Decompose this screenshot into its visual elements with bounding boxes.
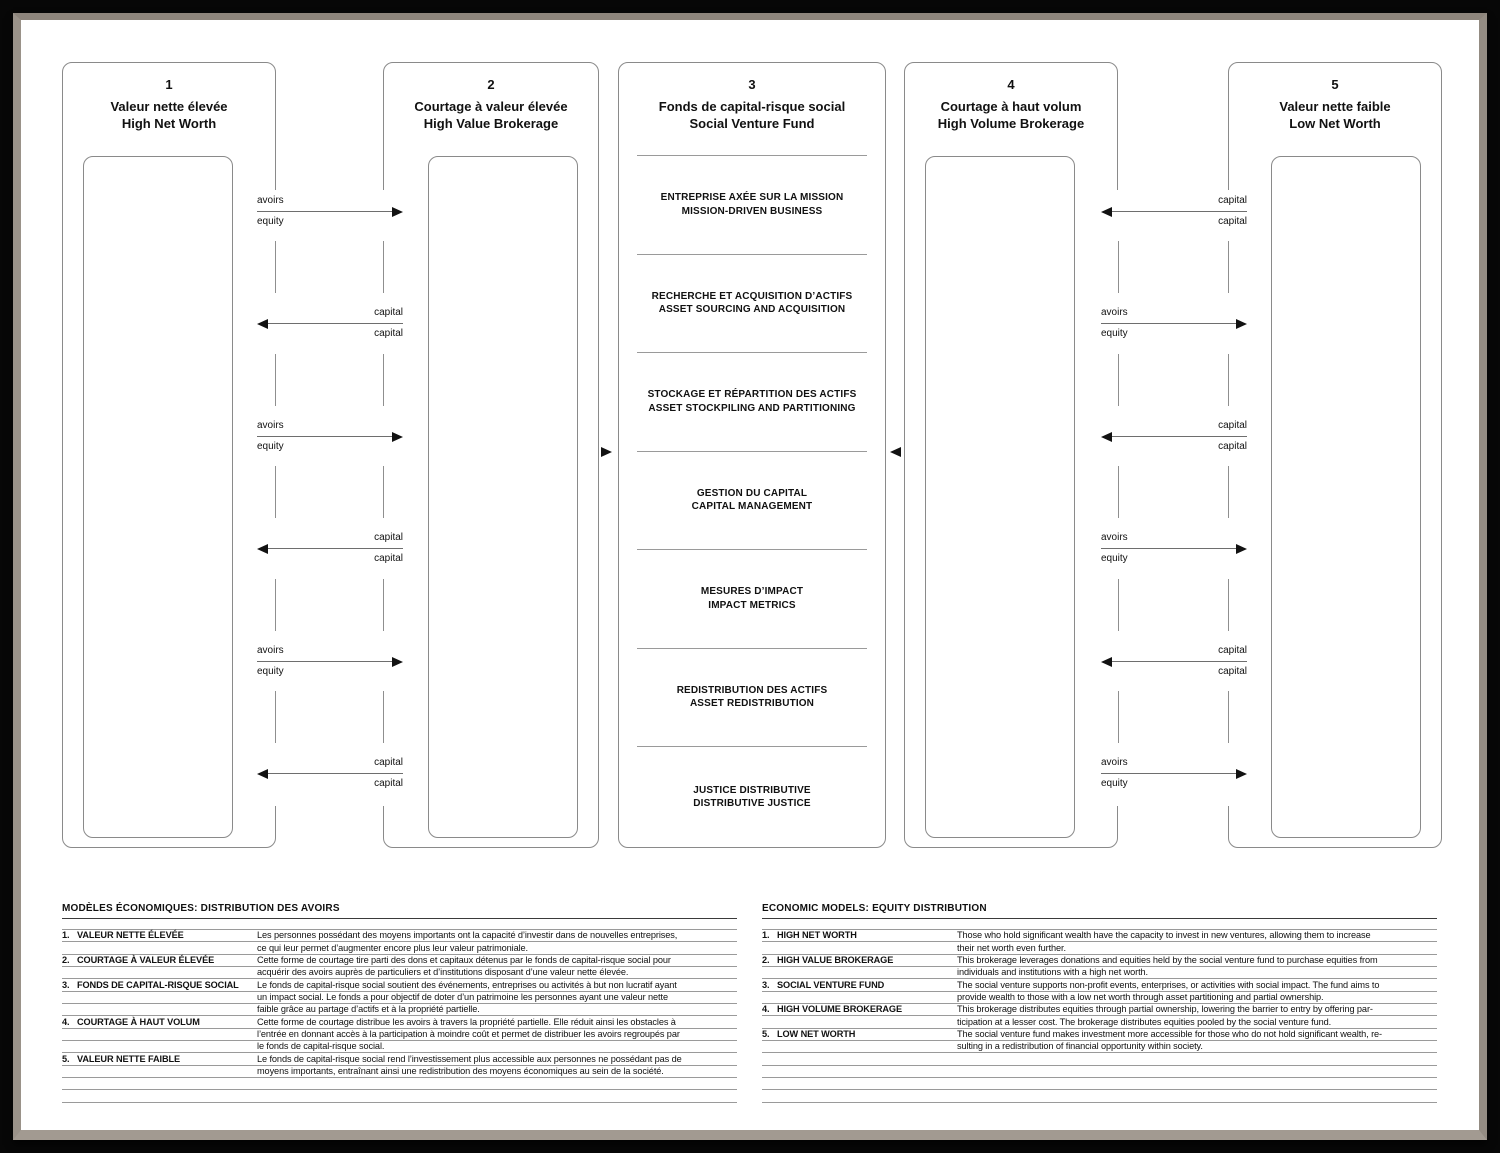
table-line-text: their net worth even further. [957,942,1066,953]
table-line-text: Cette forme de courtage distribue les avoirs à travers la propriété partielle. Elle réduit ainsi les obstacles à [257,1016,676,1027]
fund-section-label-fr: GESTION DU CAPITAL [696,487,808,499]
column-title [1229,99,1441,132]
table-row-number: 3. [762,979,770,990]
fund-section-label-fr: RECHERCHE ET ACQUISITION D’ACTIFS [651,290,853,302]
border-segment [275,241,276,293]
flow-label-bottom: equity [1101,778,1128,789]
column-header [384,63,598,133]
fund-section-label-en: MISSION-DRIVEN BUSINESS [681,205,823,217]
border-segment [1228,691,1229,743]
flow-arrowhead-right-icon [1236,319,1247,329]
fund-section [637,290,867,317]
column-title-en: Low Net Worth [1289,115,1381,131]
holding-box-2 [428,156,578,838]
flow-label-bottom: equity [257,441,284,452]
flow-arrow-shaft [266,773,403,774]
section-divider [637,746,867,747]
holding-box-1 [83,156,233,838]
flow-label-bottom: capital [374,778,403,789]
table-title-en: ECONOMIC MODELS: EQUITY DISTRIBUTION [762,903,987,914]
flow-arrowhead-right-icon [392,207,403,217]
flow-label-bottom: capital [1218,216,1247,227]
table-line [62,1041,737,1053]
column-title [63,99,275,132]
table-title-fr: MODÈLES ÉCONOMIQUES: DISTRIBUTION DES AVOIRS [62,903,340,914]
border-segment [383,579,384,631]
table-line [62,1004,737,1016]
flow-arrow-shaft [1110,211,1247,212]
table-row-label: COURTAGE À VALEUR ÉLEVÉE [77,955,215,966]
table-line [62,1066,737,1078]
section-divider [637,451,867,452]
table-line-text: The social venture fund makes investment more accessible for those who do not hold significant wealth, re- [957,1029,1383,1040]
table-en [762,929,1437,1103]
flow-arrow-shaft [1110,661,1247,662]
flow-label-bottom: capital [374,553,403,564]
table-line-text: sulting in a redistribution of financial opportunity within society. [957,1041,1203,1052]
column-title-en: High Volume Brokerage [937,115,1085,131]
arrowhead-left-icon [890,447,901,457]
table-row-label: HIGH VOLUME BROKERAGE [777,1004,902,1015]
flow-arrow-shaft [266,548,403,549]
table-row-number: 4. [762,1004,770,1015]
fund-section-label-fr: REDISTRIBUTION DES ACTIFS [676,684,828,696]
flow-arrowhead-left-icon [1101,657,1112,667]
table-line [762,979,1437,991]
column-number: 1 [165,77,173,92]
border-segment [1228,354,1229,406]
flow-label-top: avoirs [1101,757,1128,768]
section-divider [637,254,867,255]
border-segment [383,241,384,293]
column-title-fr: Courtage à haut volum [940,99,1082,114]
fund-section-label-fr: ENTREPRISE AXÉE SUR LA MISSION [660,192,844,203]
table-line [762,1029,1437,1041]
table-line [762,1078,1437,1090]
table-line-text: Those who hold significant wealth have the capacity to invest in new ventures, allowing them to increase [957,930,1371,941]
table-row-label: FONDS DE CAPITAL-RISQUE SOCIAL [77,979,239,990]
arrowhead-right-icon [601,447,612,457]
section-divider [637,549,867,550]
border-segment [275,579,276,631]
flow-label-top: avoirs [1101,532,1128,543]
table-line-text: This brokerage leverages donations and equities held by the social venture fund to purchase equities from [957,955,1378,966]
table-row-number: 1. [62,930,70,941]
fund-section-label-fr: MESURES D’IMPACT [700,586,804,597]
table-line [762,1090,1437,1102]
table-title-rule [62,918,737,919]
flow-arrowhead-right-icon [1236,544,1247,554]
section-divider [637,352,867,353]
fund-section-label-en: DISTRIBUTIVE JUSTICE [693,798,811,809]
flow-label-top: capital [1218,645,1247,656]
table-line [762,942,1437,954]
table-line-text: ticipation at a lesser cost. The brokerage distributes equities pooled by the social venture fund. [957,1016,1332,1027]
column-3 [618,62,886,848]
border-segment [275,354,276,406]
column-title-fr: Valeur nette élevée [110,99,228,114]
section-divider [637,648,867,649]
table-line [62,967,737,979]
table-line [62,1016,737,1028]
fund-section [637,684,867,711]
column-number: 4 [1007,77,1015,92]
border-segment [1118,691,1119,743]
flow-arrowhead-left-icon [1101,207,1112,217]
table-line-text: l’entrée en donnant accès à la participation à moindre coût et permet de distribuer les avoirs regroupés par [257,1029,680,1040]
table-fr [62,929,737,1103]
fund-section [637,487,867,514]
table-line-text: acquérir des avoirs auprès de particuliers et d’institutions disposant d’une valeur nette élevée. [257,967,629,978]
table-line [762,1066,1437,1078]
holding-box-5 [1271,156,1421,838]
flow-arrowhead-left-icon [257,319,268,329]
flow-label-bottom: equity [257,666,284,677]
table-line-text: Les personnes possédant des moyens importants ont la capacité d’investir dans de nouvelles entreprises, [257,930,678,941]
flow-label-top: capital [1218,420,1247,431]
flow-label-top: avoirs [257,645,284,656]
table-line [62,1053,737,1065]
border-segment [1228,579,1229,631]
column-header [619,63,885,133]
column-title-fr: Valeur nette faible [1279,99,1391,114]
section-divider [637,155,867,156]
table-line-text: Cette forme de courtage tire parti des dons et capitaux détenus par le fonds de capital-risque social pour [257,955,671,966]
border-segment [275,466,276,518]
fund-section [637,784,867,811]
table-title-rule [762,918,1437,919]
table-line-text: This brokerage distributes equities through partial ownership, lowering the barrier to entry by offering par- [957,1004,1373,1015]
flow-arrow-shaft [266,323,403,324]
table-line [762,1053,1437,1065]
column-title [384,99,598,132]
fund-section-label-en: CAPITAL MANAGEMENT [691,501,813,512]
holding-box-4 [925,156,1075,838]
flow-arrow-shaft [257,211,394,212]
table-line [62,1029,737,1041]
flow-label-bottom: capital [374,328,403,339]
column-header [905,63,1117,133]
flow-label-bottom: capital [1218,666,1247,677]
flow-arrow-shaft [1101,548,1238,549]
column-header [1229,63,1441,133]
table-line [762,930,1437,942]
table-line [762,955,1437,967]
border-segment [1118,579,1119,631]
flow-arrow-shaft [1101,773,1238,774]
border-segment [1118,241,1119,293]
table-line-text: Le fonds de capital-risque social soutient des événements, entreprises ou activités à but non lucratif ayant [257,979,677,990]
table-line [762,1004,1437,1016]
flow-arrowhead-right-icon [392,432,403,442]
table-row-number: 5. [762,1029,770,1040]
border-segment [1118,354,1119,406]
table-line [62,955,737,967]
fund-section-label-en: ASSET STOCKPILING AND PARTITIONING [648,402,856,414]
flow-label-bottom: equity [1101,328,1128,339]
flow-arrowhead-left-icon [1101,432,1112,442]
table-line-text: individuals and institutions with a high net worth. [957,967,1149,978]
flow-label-bottom: capital [1218,441,1247,452]
table-row-label: SOCIAL VENTURE FUND [777,979,885,990]
flow-label-top: capital [1218,195,1247,206]
fund-section-label-fr: STOCKAGE ET RÉPARTITION DES ACTIFS [647,389,857,400]
table-line [62,979,737,991]
fund-section [637,388,867,415]
table-line-text: moyens importants, entraînant ainsi une redistribution des moyens économiques au sein de la société. [257,1066,664,1077]
column-title-en: High Net Worth [121,115,217,131]
column-header [63,63,275,133]
table-row-number: 4. [62,1016,70,1027]
fund-section-label-en: ASSET REDISTRIBUTION [689,698,815,709]
table-row-number: 2. [762,955,770,966]
flow-label-top: capital [374,757,403,768]
table-row-number: 1. [762,930,770,941]
table-line [62,1090,737,1102]
table-line [762,967,1437,979]
border-segment [1228,241,1229,293]
column-number: 2 [487,77,495,92]
flow-arrowhead-left-icon [257,544,268,554]
table-row-number: 2. [62,955,70,966]
fund-section-label-fr: JUSTICE DISTRIBUTIVE [693,784,811,796]
table-line [62,942,737,954]
flow-arrow-shaft [1110,436,1247,437]
table-line-text: provide wealth to those with a low net worth through asset partitioning and partial ownership. [957,992,1324,1003]
table-row-label: COURTAGE À HAUT VOLUM [77,1016,200,1027]
flow-label-top: avoirs [257,420,284,431]
fund-section [637,585,867,612]
table-row-label: VALEUR NETTE FAIBLE [77,1053,181,1064]
border-segment [383,354,384,406]
flow-arrow-shaft [1101,323,1238,324]
border-segment [383,466,384,518]
table-line [62,930,737,942]
flow-arrow-shaft [257,436,394,437]
fund-section-label-en: IMPACT METRICS [708,599,796,611]
table-line [762,1041,1437,1053]
border-segment [1118,466,1119,518]
flow-label-bottom: equity [257,216,284,227]
fund-section-label-en: ASSET SOURCING AND ACQUISITION [658,304,846,315]
table-row-number: 3. [62,979,70,990]
column-title-en: Social Venture Fund [689,115,815,131]
column-title-en: High Value Brokerage [423,115,559,131]
table-line [762,1016,1437,1028]
border-segment [1228,466,1229,518]
column-number: 3 [748,77,756,92]
table-row-label: LOW NET WORTH [777,1029,856,1040]
table-line [762,992,1437,1004]
table-row-number: 5. [62,1053,70,1064]
flow-label-top: capital [374,307,403,318]
fund-section [637,191,867,218]
table-line-text: faible grâce au partage d’actifs et à la propriété partielle. [257,1004,480,1015]
flow-label-bottom: equity [1101,553,1128,564]
table-line-text: ce qui leur permet d’augmenter encore plus leur valeur patrimoniale. [257,942,529,953]
border-segment [275,691,276,743]
table-row-label: VALEUR NETTE ÉLEVÉE [77,930,184,941]
flow-arrowhead-left-icon [257,769,268,779]
table-line [62,1078,737,1090]
table-row-label: HIGH NET WORTH [777,930,857,941]
flow-label-top: avoirs [1101,307,1128,318]
flow-label-top: capital [374,532,403,543]
table-line-text: The social venture supports non-profit events, enterprises, or activities with social impact. The fund aims to [957,979,1380,990]
column-title [619,99,885,132]
table-line [62,992,737,1004]
column-title-fr: Courtage à valeur élevée [414,99,568,114]
border-segment [383,691,384,743]
table-line-text: le fonds de capital-risque social. [257,1041,385,1052]
table-line-text: un impact social. Le fonds a pour objectif de doter d’un patrimoine les personnes ayant une valeur nette [257,992,668,1003]
table-line-text: Le fonds de capital-risque social rend l’investissement plus accessible aux personnes ne possédant pas de [257,1053,682,1064]
column-title [905,99,1117,132]
column-number: 5 [1331,77,1339,92]
column-title-fr: Fonds de capital-risque social [658,99,846,114]
flow-arrowhead-right-icon [392,657,403,667]
flow-label-top: avoirs [257,195,284,206]
flow-arrow-shaft [257,661,394,662]
flow-arrowhead-right-icon [1236,769,1247,779]
table-row-label: HIGH VALUE BROKERAGE [777,955,894,966]
